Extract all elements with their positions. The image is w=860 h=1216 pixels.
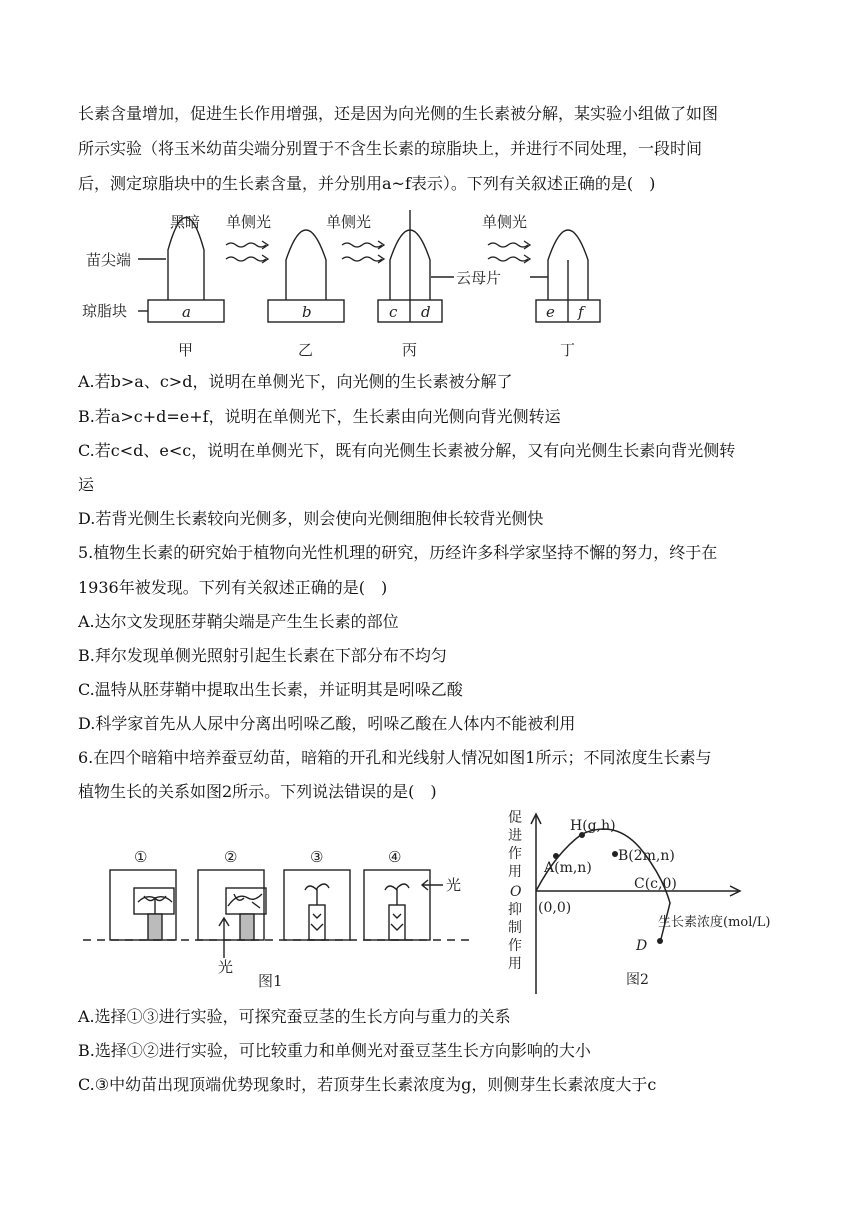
y-label-down-1: 抑 [508, 902, 522, 918]
label-dark: 黑暗 [170, 213, 201, 231]
point-D [657, 938, 663, 944]
q4-option-a: A.若b>a、c>d，说明在单侧光下，向光侧的生长素被分解了 [78, 372, 513, 391]
q6-option-b: B.选择①②进行实验，可比较重力和单侧光对蚕豆茎生长方向影响的大小 [78, 1041, 591, 1060]
label-mica: 云母片 [456, 269, 502, 287]
label-box-2: ② [224, 848, 238, 866]
label-e: e [546, 303, 555, 321]
origin-label: O [510, 884, 522, 900]
svg-text:作: 作 [508, 846, 522, 862]
label-ding: 丁 [560, 341, 576, 359]
q6-figure-1 [78, 810, 478, 995]
q6-option-a: A.选择①③进行实验，可探究蚕豆茎的生长方向与重力的关系 [78, 1007, 511, 1026]
q4-option-b: B.若a>c+d=e+f，说明在单侧光下，生长素由向光侧向背光侧转运 [78, 407, 561, 426]
q5-stem-2: 1936年被发现。下列有关叙述正确的是( ) [78, 578, 388, 597]
label-light-side: 光 [446, 876, 462, 894]
q6-stem-1: 6.在四个暗箱中培养蚕豆幼苗，暗箱的开孔和光线射人情况如图1所示；不同浓度生长素与 [78, 748, 712, 767]
q6-stem-2: 植物生长的关系如图2所示。下列说法错误的是( ) [78, 782, 437, 801]
label-box-3: ③ [310, 848, 324, 866]
q5-stem-1: 5.植物生长素的研究始于植物向光性机理的研究，历经许多科学家坚持不懈的努力，终于在 [78, 543, 718, 562]
label-bing: 丙 [402, 341, 418, 359]
label-f: f [578, 303, 584, 321]
svg-text:作: 作 [508, 938, 522, 954]
label-light-2: 单侧光 [326, 213, 372, 231]
label-D: D [636, 938, 648, 954]
fig6-2-caption: 图2 [626, 972, 649, 988]
q4-option-c: C.若c<d、e<c，说明在单侧光下，既有向光侧生长素被分解，又有向光侧生长素向背光侧转 [78, 441, 736, 460]
box-1 [110, 870, 176, 940]
label-B: B(2m,n) [618, 848, 675, 864]
svg-text:进: 进 [508, 828, 522, 844]
q5-option-b: B.拜尔发现单侧光照射引起生长素在下部分布不均匀 [78, 646, 447, 665]
text-line-2: 所示实验（将玉米幼苗尖端分别置于不含生长素的琼脂块上，并进行不同处理，一段时间 [78, 139, 703, 158]
label-H: H(g,h) [570, 818, 616, 834]
label-a: a [182, 303, 191, 321]
label-light-1: 单侧光 [226, 213, 272, 231]
fig6-1-caption: 图1 [258, 972, 283, 990]
label-c: c [389, 303, 398, 321]
q5-option-c: C.温特从胚芽鞘中提取出生长素，并证明其是吲哚乙酸 [78, 680, 463, 699]
label-box-4: ④ [388, 848, 402, 866]
q4-option-d: D.若背光侧生长素较向光侧多，则会使向光侧细胞伸长较背光侧快 [78, 509, 544, 528]
text-line-1: 长素含量增加，促进生长作用增强，还是因为向光侧的生长素被分解，某实验小组做了如图 [78, 104, 719, 123]
svg-text:制: 制 [508, 920, 522, 936]
label-light-bottom: 光 [218, 958, 234, 976]
q5-option-a: A.达尔文发现胚芽鞘尖端是产生生长素的部位 [78, 612, 399, 631]
svg-text:用: 用 [508, 864, 522, 880]
label-tip: 苗尖端 [86, 251, 132, 269]
label-jia: 甲 [178, 341, 194, 359]
q6-option-c: C.③中幼苗出现顶端优势现象时，若顶芽生长素浓度为g，则侧芽生长素浓度大于c [78, 1075, 657, 1094]
label-yi: 乙 [298, 341, 314, 359]
q4-figure [78, 205, 618, 365]
text-line-3: 后，测定琼脂块中的生长素含量，并分别用a~f表示）。下列有关叙述正确的是( ) [78, 174, 656, 193]
q6-figure-2 [498, 808, 798, 998]
label-A: A(m,n) [544, 860, 592, 876]
label-b: b [302, 303, 312, 321]
svg-text:用: 用 [508, 956, 522, 972]
q5-option-d: D.科学家首先从人尿中分离出吲哚乙酸，吲哚乙酸在人体内不能被利用 [78, 714, 576, 733]
label-zero: (0,0) [538, 900, 572, 916]
label-d: d [421, 303, 431, 321]
label-agar: 琼脂块 [82, 302, 128, 320]
y-label-up-1: 促 [508, 810, 522, 826]
x-axis-label: 生长素浓度(mol/L) [658, 915, 771, 930]
point-A [553, 853, 559, 859]
label-light-3: 单侧光 [482, 213, 528, 231]
label-C: C(c,0) [634, 876, 677, 892]
label-box-1: ① [134, 848, 148, 866]
tip-yi [286, 230, 326, 300]
q4-option-c-cont: 运 [78, 475, 95, 494]
